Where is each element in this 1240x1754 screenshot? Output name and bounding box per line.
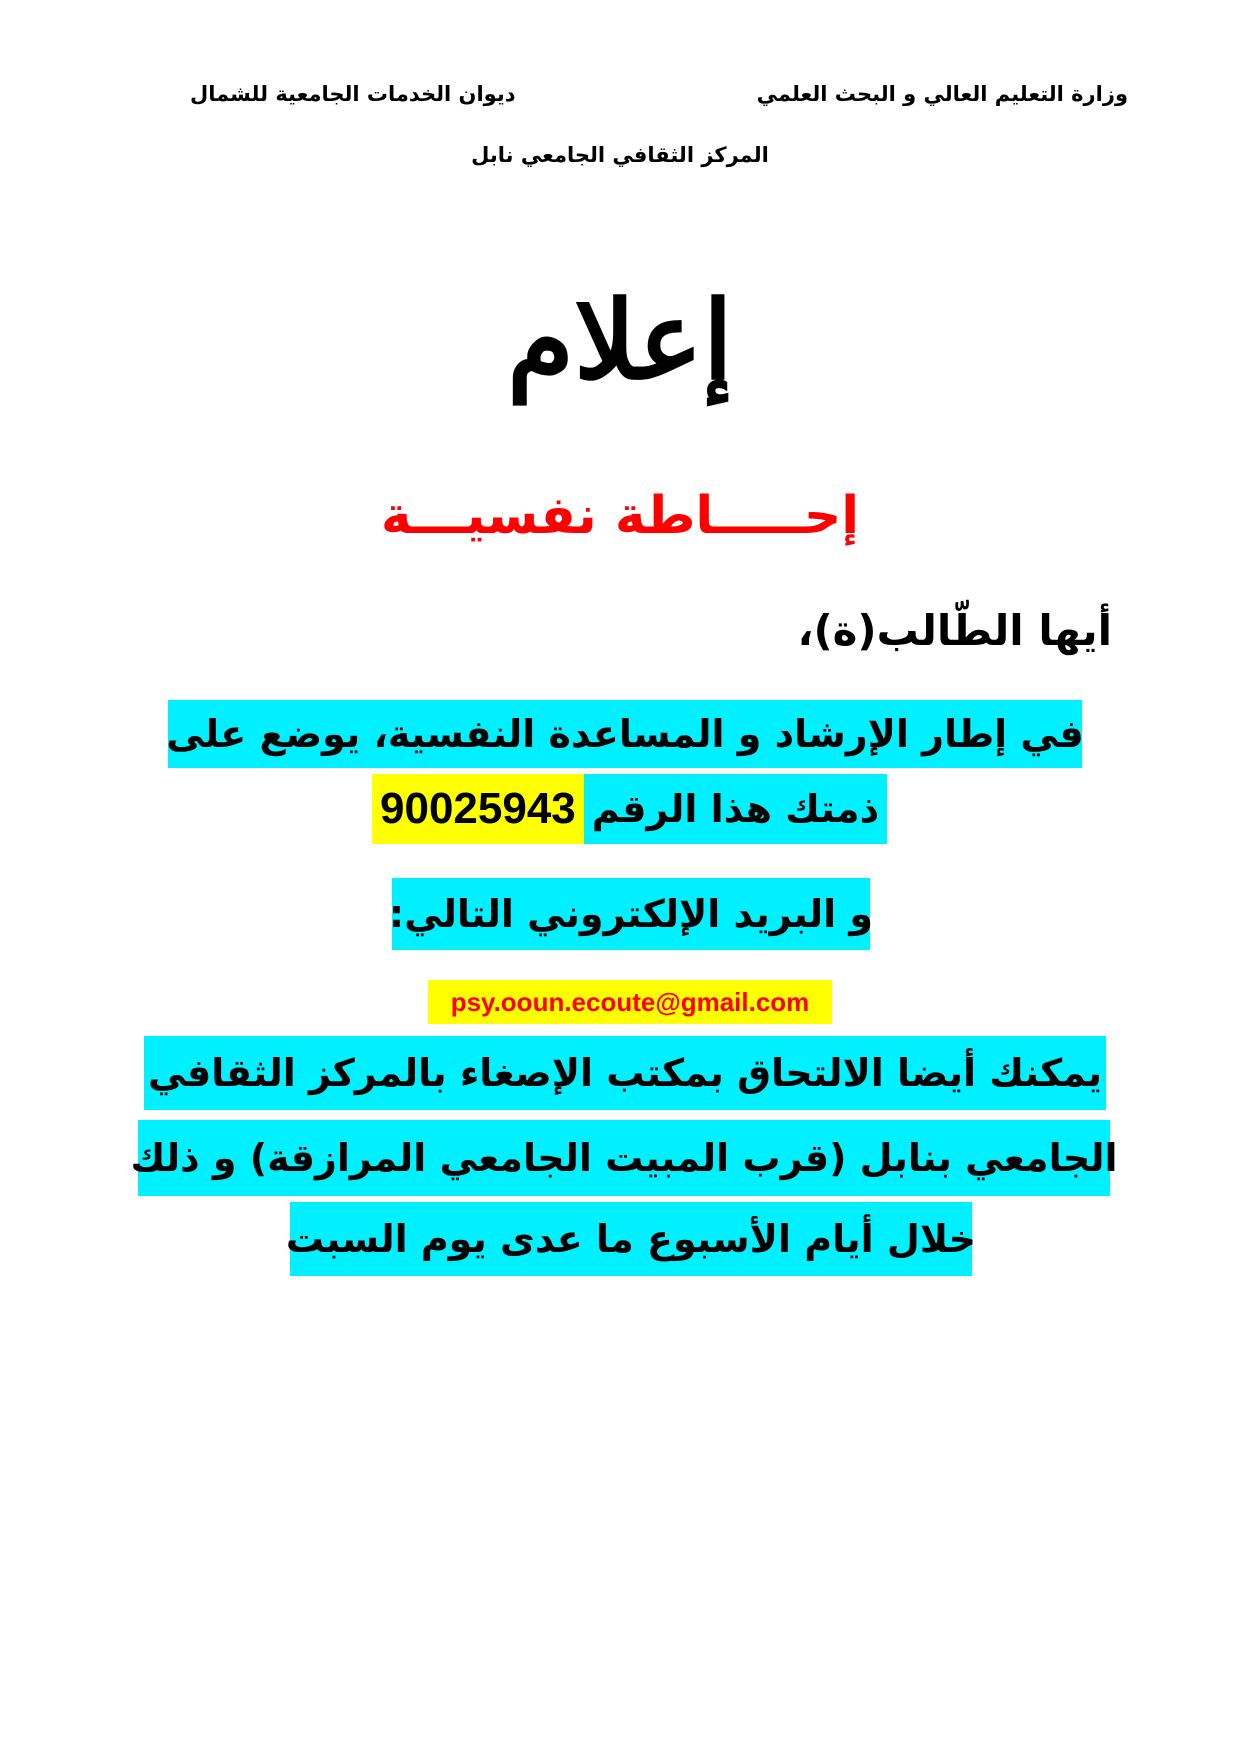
center-header: المركز الثقافي الجامعي نابل: [471, 143, 769, 167]
body-line-4: يمكنك أيضا الالتحاق بمكتب الإصغاء بالمركز الثقافي: [144, 1036, 1106, 1110]
email-address: psy.ooun.ecoute@gmail.com: [428, 980, 832, 1024]
greeting: أيها الطّالب(ة)،: [797, 606, 1112, 655]
body-line-1: في إطار الإرشاد و المساعدة النفسية، يوضع على: [168, 700, 1082, 768]
body-line-2: [372, 774, 887, 844]
body-line-6: خلال أيام الأسبوع ما عدى يوم السبت: [290, 1202, 972, 1276]
ministry-header: وزارة التعليم العالي و البحث العلمي: [756, 82, 1128, 106]
phone-number: 90025943: [372, 774, 584, 844]
office-header: ديوان الخدمات الجامعية للشمال: [190, 82, 516, 106]
page-subtitle: إحـــــاطة نفسيـــة: [380, 486, 860, 546]
body-line-5: الجامعي بنابل (قرب المبيت الجامعي المرازقة) و ذلك: [138, 1120, 1110, 1196]
body-line-3: و البريد الإلكتروني التالي:: [392, 878, 870, 950]
body-line-2-text: ذمتك هذا الرقم: [584, 774, 887, 844]
page-title: إعلام: [507, 278, 733, 404]
